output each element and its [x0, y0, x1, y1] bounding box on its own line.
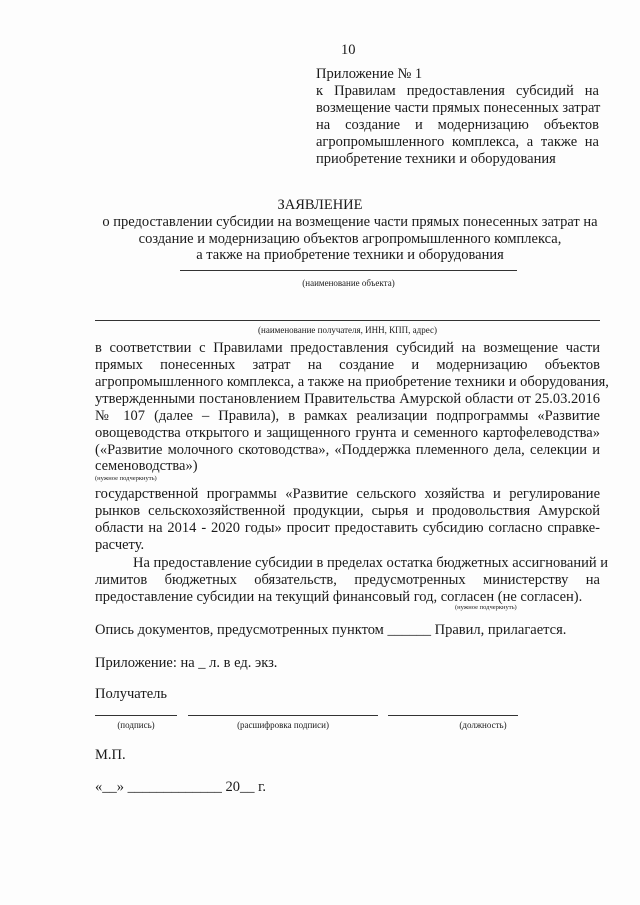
position-line[interactable] — [388, 715, 518, 716]
document-title: ЗАЯВЛЕНИЕ — [277, 197, 363, 213]
underline-hint: (нужное подчеркнуть) — [95, 475, 157, 482]
position-caption: (должность) — [459, 720, 507, 730]
document-subtitle: о предоставлении субсидии на возмещение части прямых понесенных затрат на — [102, 214, 598, 230]
body-line: агропромышленного комплекса, а также на приобретение техники и оборудования, — [95, 374, 609, 390]
body-line: области на 2014 - 2020 годы» просит предоставить субсидию согласно справке- — [95, 520, 600, 536]
body-line: На предоставление субсидии в пределах остатка бюджетных ассигнований и — [133, 555, 609, 571]
recipient-label: Получатель — [95, 686, 167, 702]
object-name-caption: (наименование объекта) — [302, 278, 395, 288]
body-line: семеноводства») — [95, 458, 198, 474]
date-line[interactable]: «__» _____________ 20__ г. — [95, 779, 267, 795]
docs-list-blank[interactable]: ______ — [387, 622, 431, 638]
body-line: прямых понесенных затрат на создание и модернизацию объектов — [95, 357, 600, 373]
body-line: государственной программы «Развитие сельского хозяйства и регулирование — [95, 486, 600, 502]
object-name-line[interactable] — [180, 270, 517, 271]
body-line: рынков сельскохозяйственной продукции, сырья и продовольствия Амурской — [95, 503, 600, 519]
recipient-caption: (наименование получателя, ИНН, КПП, адрес) — [258, 325, 437, 335]
body-line: лимитов бюджетных обязательств, предусмотренных министерству на — [95, 572, 600, 588]
docs-list-suffix: Правил, прилагается. — [434, 622, 567, 638]
stamp-label: М.П. — [95, 747, 126, 763]
signature-decoding-line[interactable] — [188, 715, 378, 716]
body-line: в соответствии с Правилами предоставления субсидий на возмещение части — [95, 340, 600, 356]
body-line: предоставление субсидии на текущий финансовый год, согласен (не согласен). — [95, 589, 583, 605]
body-line: («Развитие молочного скотоводства», «Поддержка племенного дела, селекции и — [95, 442, 600, 458]
signature-caption: (подпись) — [117, 720, 155, 730]
body-line: утвержденными постановлением Правительства Амурской области от 25.03.2016 — [95, 391, 600, 407]
document-subtitle: а также на приобретение техники и оборудования — [196, 247, 504, 263]
appendix-line: на создание и модернизацию объектов — [316, 117, 599, 133]
underline-hint: (нужное подчеркнуть) — [455, 604, 517, 611]
appendix-line: к Правилам предоставления субсидий на — [316, 83, 599, 99]
appendix-title: Приложение № 1 — [316, 66, 423, 82]
document-subtitle: создание и модернизацию объектов агропромышленного комплекса, — [138, 231, 562, 247]
appendix-line: агропромышленного комплекса, а также на — [316, 134, 599, 150]
appendix-line: возмещение части прямых понесенных затрат — [316, 100, 601, 116]
body-line: № 107 (далее – Правила), в рамках реализации подпрограммы «Развитие — [95, 408, 600, 424]
body-line: овощеводства открытого и защищенного грунта и семенного картофелеводства» — [95, 425, 600, 441]
signature-line[interactable] — [95, 715, 177, 716]
signature-decoding-caption: (расшифровка подписи) — [237, 720, 329, 730]
docs-list-line — [95, 622, 566, 638]
attachment-line: Приложение: на _ л. в ед. экз. — [95, 655, 278, 671]
appendix-last-line: приобретение техники и оборудования — [316, 151, 556, 167]
docs-list-prefix: Опись документов, предусмотренных пунктом — [95, 622, 384, 638]
recipient-line[interactable] — [95, 320, 600, 321]
body-line: расчету. — [95, 537, 145, 553]
page-number: 10 — [341, 42, 356, 58]
